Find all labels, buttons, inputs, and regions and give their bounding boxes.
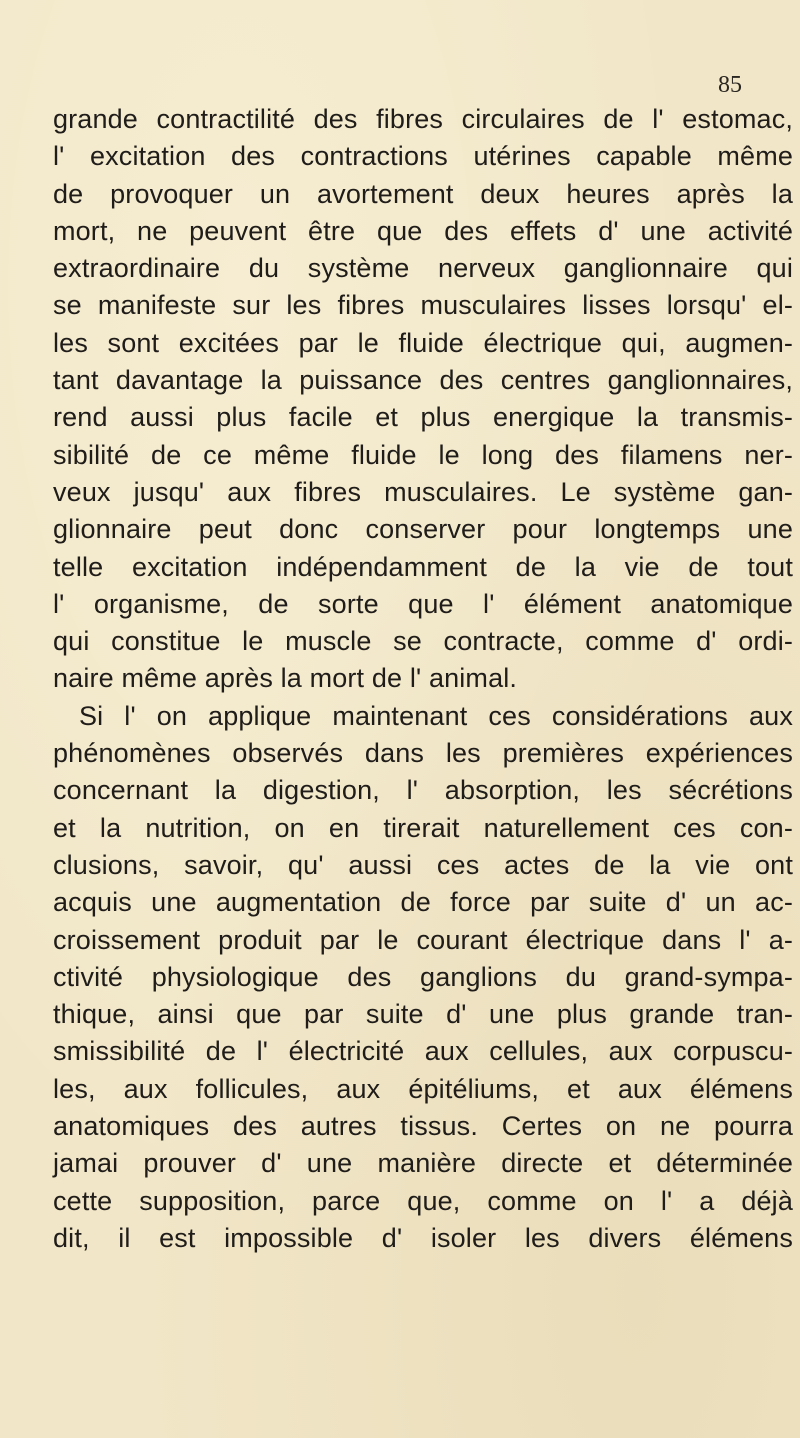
text-line: mort, ne peuvent être que des effets d' une activité: [53, 215, 793, 246]
text-line: extraordinaire du système nerveux ganglionnaire qui: [53, 253, 793, 284]
text-line: dit, il est impossible d' isoler les divers élémens: [53, 1222, 793, 1253]
text-line: tant davantage la puissance des centres ganglionnaires,: [53, 365, 793, 396]
text-line: les, aux follicules, aux épitéliums, et aux élémens: [53, 1073, 793, 1104]
text-line: ctivité physiologique des ganglions du grand-sympa-: [53, 961, 793, 992]
text-line: acquis une augmentation de force par suite d' un ac-: [53, 887, 793, 918]
text-line: phénomènes observés dans les premières expériences: [53, 738, 793, 769]
text-line: se manifeste sur les fibres musculaires lisses lorsqu' el-: [53, 290, 793, 321]
text-line: les sont excitées par le fluide électrique qui, augmen-: [53, 327, 793, 358]
text-line: jamai prouver d' une manière directe et déterminée: [53, 1148, 793, 1179]
text-line: l' organisme, de sorte que l' élément anatomique: [53, 588, 793, 619]
text-line: grande contractilité des fibres circulaires de l' estomac,: [53, 104, 793, 134]
paragraph-start-line: Si l' on applique maintenant ces considérations aux: [79, 700, 793, 731]
text-line: thique, ainsi que par suite d' une plus grande tran-: [53, 999, 793, 1030]
page-number: 85: [718, 72, 742, 98]
text-line: glionnaire peut donc conserver pour longtemps une: [53, 514, 793, 545]
text-line: veux jusqu' aux fibres musculaires. Le système gan-: [53, 476, 793, 507]
text-line: concernant la digestion, l' absorption, les sécrétions: [53, 775, 793, 806]
text-line: l' excitation des contractions utérines capable même: [53, 141, 793, 172]
text-line: anatomiques des autres tissus. Certes on ne pourra: [53, 1111, 793, 1142]
text-line: cette supposition, parce que, comme on l' a déjà: [53, 1185, 793, 1216]
text-line: qui constitue le muscle se contracte, comme d' ordi-: [53, 626, 793, 657]
text-line: et la nutrition, on en tirerait naturellement ces con-: [53, 812, 793, 843]
text-line: rend aussi plus facile et plus energique la transmis-: [53, 402, 793, 433]
text-line: croissement produit par le courant électrique dans l' a-: [53, 924, 793, 955]
text-line: telle excitation indépendamment de la vie de tout: [53, 551, 793, 582]
text-line: smissibilité de l' électricité aux cellules, aux corpuscu-: [53, 1036, 793, 1067]
text-line: de provoquer un avortement deux heures après la: [53, 178, 793, 209]
text-line: clusions, savoir, qu' aussi ces actes de la vie ont: [53, 849, 793, 880]
body-text: [53, 101, 793, 1257]
text-line: sibilité de ce même fluide le long des filamens ner-: [53, 439, 793, 470]
text-line: naire même après la mort de l' animal.: [53, 663, 518, 694]
